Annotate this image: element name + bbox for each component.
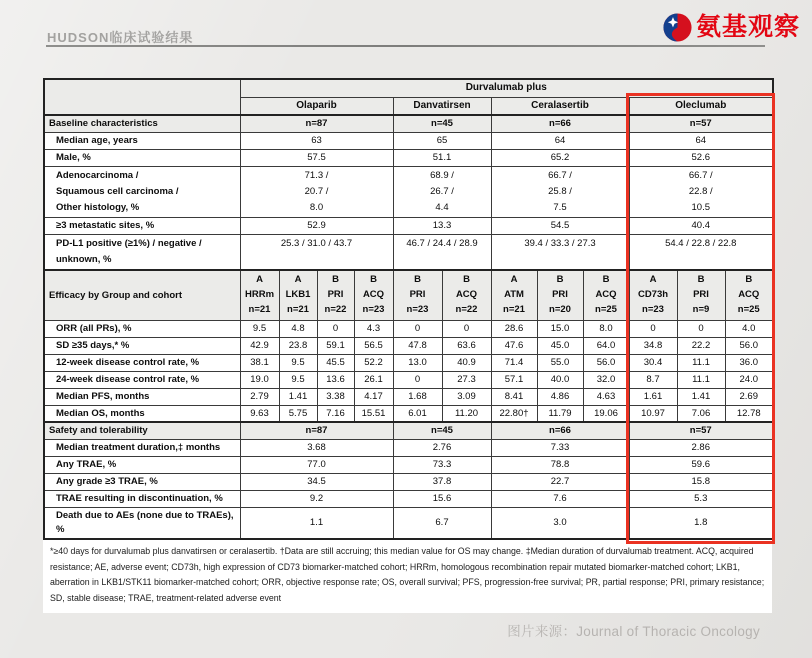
value-cell xyxy=(491,149,629,166)
cohort-header-cell xyxy=(491,270,537,320)
brand-logo-text: 氨基观察 xyxy=(695,13,800,41)
cohort-cohort-label: PRI xyxy=(552,289,568,301)
value-cell xyxy=(393,235,491,271)
cohort-n-label: n=23 xyxy=(642,303,664,315)
value-cell xyxy=(240,132,393,149)
value-line: 54.5 xyxy=(550,220,570,232)
cohort-n-label: n=9 xyxy=(692,303,710,315)
cohort-n-label: n=21 xyxy=(248,303,271,315)
section-header: Efficacy by Group and cohort xyxy=(44,270,240,320)
row-label-cell xyxy=(44,218,240,235)
value-cell: 56.0 xyxy=(583,354,629,371)
row-label-line: 12-week disease control rate, % xyxy=(56,356,200,368)
value-cell: 30.4 xyxy=(629,354,677,371)
value-cell: 4.17 xyxy=(354,388,393,405)
cohort-group-label: B xyxy=(332,274,339,286)
value-cell: 8.41 xyxy=(491,388,537,405)
value-line: 22.7 xyxy=(550,476,570,488)
section-n-cell: n=45 xyxy=(393,422,491,439)
value-line: 7.5 xyxy=(553,202,567,214)
value-cell: 10.97 xyxy=(629,405,677,422)
cohort-group-label: A xyxy=(510,274,518,286)
value-cell: 38.1 xyxy=(240,354,279,371)
value-cell xyxy=(393,132,491,149)
value-line: 39.4 / 33.3 / 27.3 xyxy=(524,238,596,250)
cohort-header-cell xyxy=(725,270,773,320)
cohort-n-label: n=22 xyxy=(455,303,478,315)
row-label-line: ≥3 metastatic sites, % xyxy=(56,220,155,232)
value-cell: 11.20 xyxy=(442,405,491,422)
value-line: 37.8 xyxy=(432,476,452,488)
section-n-cell: n=87 xyxy=(240,422,393,439)
cohort-cohort-label: CD73h xyxy=(637,289,669,301)
row-label-line: ORR (all PRs), % xyxy=(56,322,132,334)
value-line: 63 xyxy=(311,134,322,146)
value-cell xyxy=(240,440,393,457)
value-cell: 42.9 xyxy=(240,337,279,354)
value-cell: 56.0 xyxy=(725,337,773,354)
cohort-n-label: n=20 xyxy=(549,303,571,315)
value-line: 71.3 / xyxy=(304,169,329,181)
row-label-cell xyxy=(44,235,240,271)
value-line: 6.7 xyxy=(435,517,449,529)
value-cell: 9.5 xyxy=(279,354,317,371)
value-cell: 47.6 xyxy=(491,337,537,354)
value-cell xyxy=(629,491,773,508)
value-line: 66.7 / xyxy=(548,169,572,181)
value-cell xyxy=(393,149,491,166)
row-label-cell xyxy=(44,320,240,337)
row-label-cell xyxy=(44,440,240,457)
value-cell: 40.0 xyxy=(537,371,583,388)
value-cell: 8.7 xyxy=(629,371,677,388)
value-cell: 11.79 xyxy=(537,405,583,422)
cohort-header-cell xyxy=(583,270,629,320)
value-cell xyxy=(393,218,491,235)
value-cell: 47.8 xyxy=(393,337,442,354)
value-cell xyxy=(491,235,629,271)
value-cell xyxy=(491,440,629,457)
value-line: 10.5 xyxy=(691,202,710,214)
row-label-cell xyxy=(44,474,240,491)
value-cell: 3.09 xyxy=(442,388,491,405)
value-cell: 0 xyxy=(677,320,725,337)
row-label-cell xyxy=(44,337,240,354)
value-cell: 3.38 xyxy=(317,388,354,405)
value-cell: 1.41 xyxy=(677,388,725,405)
cohort-cohort-label: PRI xyxy=(409,289,426,301)
value-cell: 0 xyxy=(317,320,354,337)
cohort-cohort-label: ACQ xyxy=(362,289,385,301)
value-cell: 27.3 xyxy=(442,371,491,388)
value-line: 15.6 xyxy=(432,493,452,505)
row-label-line: Median PFS, months xyxy=(56,390,150,402)
value-cell xyxy=(240,457,393,474)
value-cell: 19.0 xyxy=(240,371,279,388)
cohort-cohort-label: PRI xyxy=(693,289,709,301)
section-header: Baseline characteristics xyxy=(44,115,240,132)
value-line: 64 xyxy=(554,134,566,146)
cohort-group-label: B xyxy=(556,274,564,286)
value-line: 1.1 xyxy=(309,517,324,529)
value-cell: 45.0 xyxy=(537,337,583,354)
value-cell xyxy=(240,474,393,491)
value-cell: 55.0 xyxy=(537,354,583,371)
value-cell: 56.5 xyxy=(354,337,393,354)
value-cell xyxy=(491,457,629,474)
row-label-line: Any grade ≥3 TRAE, % xyxy=(56,476,158,488)
value-cell xyxy=(491,166,629,217)
cohort-header-cell xyxy=(354,270,393,320)
cohort-group-label: B xyxy=(745,274,753,286)
value-line: 77.0 xyxy=(307,459,326,471)
value-cell: 63.6 xyxy=(442,337,491,354)
value-line: 1.8 xyxy=(694,517,708,529)
value-cell: 0 xyxy=(393,320,442,337)
value-cell: 22.2 xyxy=(677,337,725,354)
image-source-label: 图片来源： xyxy=(507,624,577,639)
drug-header-ceralasertib: Ceralasertib xyxy=(491,97,629,115)
top-header-durvalumab-plus: Durvalumab plus xyxy=(240,79,773,97)
row-label-line: Median OS, months xyxy=(56,407,145,419)
row-label-line: Other histology, % xyxy=(56,202,140,214)
value-cell: 7.06 xyxy=(677,405,725,422)
value-cell: 36.0 xyxy=(725,354,773,371)
brand-logo-icon xyxy=(663,13,692,42)
value-line: 65 xyxy=(436,134,448,146)
value-cell: 24.0 xyxy=(725,371,773,388)
value-cell xyxy=(240,508,393,539)
title-divider xyxy=(46,45,765,47)
value-cell: 12.78 xyxy=(725,405,773,422)
value-cell: 8.0 xyxy=(583,320,629,337)
value-line: 46.7 / 24.4 / 28.9 xyxy=(406,238,478,250)
value-cell xyxy=(491,132,629,149)
value-cell: 9.5 xyxy=(279,371,317,388)
value-cell: 23.8 xyxy=(279,337,317,354)
section-n-cell: n=57 xyxy=(629,422,773,439)
value-cell: 7.16 xyxy=(317,405,354,422)
row-label-cell xyxy=(44,457,240,474)
cohort-group-label: B xyxy=(414,274,421,286)
row-label-line: Any TRAE, % xyxy=(56,459,117,471)
value-cell: 9.5 xyxy=(240,320,279,337)
value-cell xyxy=(491,491,629,508)
value-line: 22.8 / xyxy=(688,185,713,197)
value-cell: 2.69 xyxy=(725,388,773,405)
page-title: HUDSON临床试验结果 xyxy=(47,30,194,45)
value-cell: 0 xyxy=(393,371,442,388)
value-line: 4.4 xyxy=(435,202,449,214)
value-cell: 13.0 xyxy=(393,354,442,371)
value-cell: 6.01 xyxy=(393,405,442,422)
value-cell: 26.1 xyxy=(354,371,393,388)
value-cell xyxy=(629,440,773,457)
section-n-cell: n=57 xyxy=(629,115,773,132)
value-line: 7.33 xyxy=(550,442,570,454)
value-cell: 4.0 xyxy=(725,320,773,337)
cohort-cohort-label: ATM xyxy=(504,289,524,301)
row-label-line: PD-L1 positive (≥1%) / negative / xyxy=(56,238,202,250)
value-line: 2.76 xyxy=(432,442,452,454)
value-line: 3.0 xyxy=(553,517,567,529)
value-cell xyxy=(240,166,393,217)
section-n-cell: n=66 xyxy=(491,422,629,439)
value-cell xyxy=(629,474,773,491)
value-cell xyxy=(629,508,773,539)
cohort-header-cell xyxy=(442,270,491,320)
value-cell xyxy=(393,440,491,457)
row-label-cell xyxy=(44,166,240,217)
value-cell: 45.5 xyxy=(317,354,354,371)
value-line: 59.6 xyxy=(691,459,710,471)
cohort-group-label: B xyxy=(697,274,705,286)
row-label-cell xyxy=(44,354,240,371)
results-table xyxy=(43,78,774,540)
value-cell xyxy=(393,166,491,217)
cohort-cohort-label: ACQ xyxy=(738,289,760,301)
value-cell: 4.86 xyxy=(537,388,583,405)
value-cell: 71.4 xyxy=(491,354,537,371)
value-line: 15.8 xyxy=(691,476,710,488)
row-label-line: Squamous cell carcinoma / xyxy=(56,185,179,197)
cohort-group-label: B xyxy=(602,274,610,286)
value-line: 13.3 xyxy=(432,220,452,232)
value-cell: 4.3 xyxy=(354,320,393,337)
row-label-line: unknown, % xyxy=(56,254,112,266)
drug-header-oleclumab: Oleclumab xyxy=(629,97,773,115)
row-label-line: Median age, years xyxy=(56,134,138,146)
cohort-header-cell xyxy=(240,270,279,320)
cohort-group-label: B xyxy=(463,274,470,286)
row-label-cell xyxy=(44,388,240,405)
value-line: 2.86 xyxy=(691,442,710,454)
value-cell xyxy=(240,235,393,271)
row-label-cell xyxy=(44,405,240,422)
value-cell: 2.79 xyxy=(240,388,279,405)
value-line: 26.7 / xyxy=(430,185,454,197)
cohort-n-label: n=21 xyxy=(503,303,525,315)
corner-cell xyxy=(44,79,240,115)
value-cell: 52.2 xyxy=(354,354,393,371)
cohort-group-label: A xyxy=(256,274,263,286)
value-line: 54.4 / 22.8 / 22.8 xyxy=(665,238,737,250)
value-line: 34.5 xyxy=(307,476,326,488)
row-label-cell xyxy=(44,149,240,166)
value-line: 25.3 / 31.0 / 43.7 xyxy=(280,238,353,250)
value-line: 3.68 xyxy=(307,442,326,454)
row-label-cell xyxy=(44,371,240,388)
cohort-cohort-label: HRRm xyxy=(244,289,275,301)
row-label-line: Death due to AEs (none due to TRAEs), % xyxy=(56,510,234,535)
cohort-header-cell xyxy=(317,270,354,320)
cohort-cohort-label: ACQ xyxy=(595,289,617,301)
section-n-cell: n=45 xyxy=(393,115,491,132)
value-cell: 19.06 xyxy=(583,405,629,422)
row-label-cell xyxy=(44,132,240,149)
value-line: 5.3 xyxy=(694,493,708,505)
value-cell: 5.75 xyxy=(279,405,317,422)
value-cell xyxy=(393,457,491,474)
value-cell: 40.9 xyxy=(442,354,491,371)
value-cell: 13.6 xyxy=(317,371,354,388)
value-line: 65.2 xyxy=(550,151,570,163)
value-cell xyxy=(629,235,773,271)
value-line: 25.8 / xyxy=(548,185,572,197)
value-cell: 1.61 xyxy=(629,388,677,405)
cohort-cohort-label: LKB1 xyxy=(285,289,311,301)
value-cell: 1.41 xyxy=(279,388,317,405)
section-n-cell: n=87 xyxy=(240,115,393,132)
value-cell: 1.68 xyxy=(393,388,442,405)
value-cell: 22.80† xyxy=(491,405,537,422)
value-cell: 32.0 xyxy=(583,371,629,388)
value-cell: 15.0 xyxy=(537,320,583,337)
cohort-group-label: B xyxy=(370,274,377,286)
cohort-n-label: n=21 xyxy=(287,303,309,315)
cohort-header-cell xyxy=(537,270,583,320)
image-source-journal: Journal of Thoracic Oncology xyxy=(576,624,760,639)
results-table-area xyxy=(43,78,772,613)
row-label-line: Male, % xyxy=(56,151,91,163)
value-line: 40.4 xyxy=(691,220,710,232)
row-label-cell xyxy=(44,508,240,539)
cohort-cohort-label: PRI xyxy=(327,289,344,301)
value-line: 20.7 / xyxy=(304,185,329,197)
value-cell: 4.63 xyxy=(583,388,629,405)
cohort-cohort-label: ACQ xyxy=(455,289,478,301)
image-source-credit xyxy=(507,620,760,640)
value-cell xyxy=(240,491,393,508)
value-line: 73.3 xyxy=(432,459,452,471)
cohort-n-label: n=23 xyxy=(406,303,429,315)
value-cell: 59.1 xyxy=(317,337,354,354)
value-line: 68.9 / xyxy=(430,169,454,181)
value-cell xyxy=(393,474,491,491)
value-cell xyxy=(629,166,773,217)
value-cell xyxy=(629,132,773,149)
value-line: 9.2 xyxy=(309,493,324,505)
value-cell: 34.8 xyxy=(629,337,677,354)
table-footnotes: *≥40 days for durvalumab plus danvatirsen or ceralasertib. †Data are still accruing; this median value for OS may change. ‡Median duration of durvalumab treatment. ACQ, acquired resistance; AE, adverse event; CD73h, high expression of CD73 biomarker-matched cohort; HRRm, homologous recombination repair mutated biomarker-matched cohort; LKB1, aberration in LKB1/STK11 biomarker-matched cohort; ORR, objective response rate; OS, overall survival; PFS, progression-free survival; PR, partial response; PRI, primary resistance; SD, stable disease; TRAE, treatment-related adverse event xyxy=(43,540,772,613)
value-cell: 57.1 xyxy=(491,371,537,388)
cohort-n-label: n=25 xyxy=(595,303,617,315)
value-cell: 9.63 xyxy=(240,405,279,422)
value-cell xyxy=(629,457,773,474)
section-header: Safety and tolerability xyxy=(44,422,240,439)
row-label-line: SD ≥35 days,* % xyxy=(56,339,130,351)
brand-logo xyxy=(663,13,800,42)
value-cell: 0 xyxy=(629,320,677,337)
value-cell xyxy=(240,218,393,235)
row-label-line: 24-week disease control rate, % xyxy=(56,373,200,385)
value-cell xyxy=(491,508,629,539)
value-cell: 64.0 xyxy=(583,337,629,354)
value-line: 52.6 xyxy=(691,151,710,163)
value-cell: 15.51 xyxy=(354,405,393,422)
cohort-group-label: A xyxy=(649,274,657,286)
cohort-header-cell xyxy=(279,270,317,320)
value-line: 51.1 xyxy=(432,151,452,163)
value-cell xyxy=(491,218,629,235)
cohort-group-label: A xyxy=(294,274,302,286)
cohort-header-cell xyxy=(677,270,725,320)
value-line: 57.5 xyxy=(307,151,326,163)
row-label-line: Adenocarcinoma / xyxy=(56,169,139,181)
cohort-n-label: n=23 xyxy=(362,303,385,315)
row-label-cell xyxy=(44,491,240,508)
drug-header-danvatirsen: Danvatirsen xyxy=(393,97,491,115)
cohort-header-cell xyxy=(629,270,677,320)
cohort-header-cell xyxy=(393,270,442,320)
value-cell xyxy=(491,474,629,491)
row-label-line: TRAE resulting in discontinuation, % xyxy=(56,493,223,505)
value-cell: 11.1 xyxy=(677,354,725,371)
cohort-n-label: n=22 xyxy=(324,303,347,315)
value-line: 78.8 xyxy=(550,459,570,471)
value-line: 66.7 / xyxy=(688,169,713,181)
value-cell xyxy=(393,491,491,508)
value-cell xyxy=(629,149,773,166)
value-line: 52.9 xyxy=(307,220,326,232)
section-n-cell: n=66 xyxy=(491,115,629,132)
drug-header-olaparib: Olaparib xyxy=(240,97,393,115)
value-cell: 28.6 xyxy=(491,320,537,337)
value-line: 7.6 xyxy=(553,493,567,505)
row-label-line: Median treatment duration,‡ months xyxy=(56,442,221,454)
value-cell: 4.8 xyxy=(279,320,317,337)
value-cell: 11.1 xyxy=(677,371,725,388)
value-line: 64 xyxy=(695,134,707,146)
value-cell: 0 xyxy=(442,320,491,337)
value-cell xyxy=(240,149,393,166)
value-cell xyxy=(629,218,773,235)
value-line: 8.0 xyxy=(309,202,324,214)
cohort-n-label: n=25 xyxy=(737,303,760,315)
value-cell xyxy=(393,508,491,539)
